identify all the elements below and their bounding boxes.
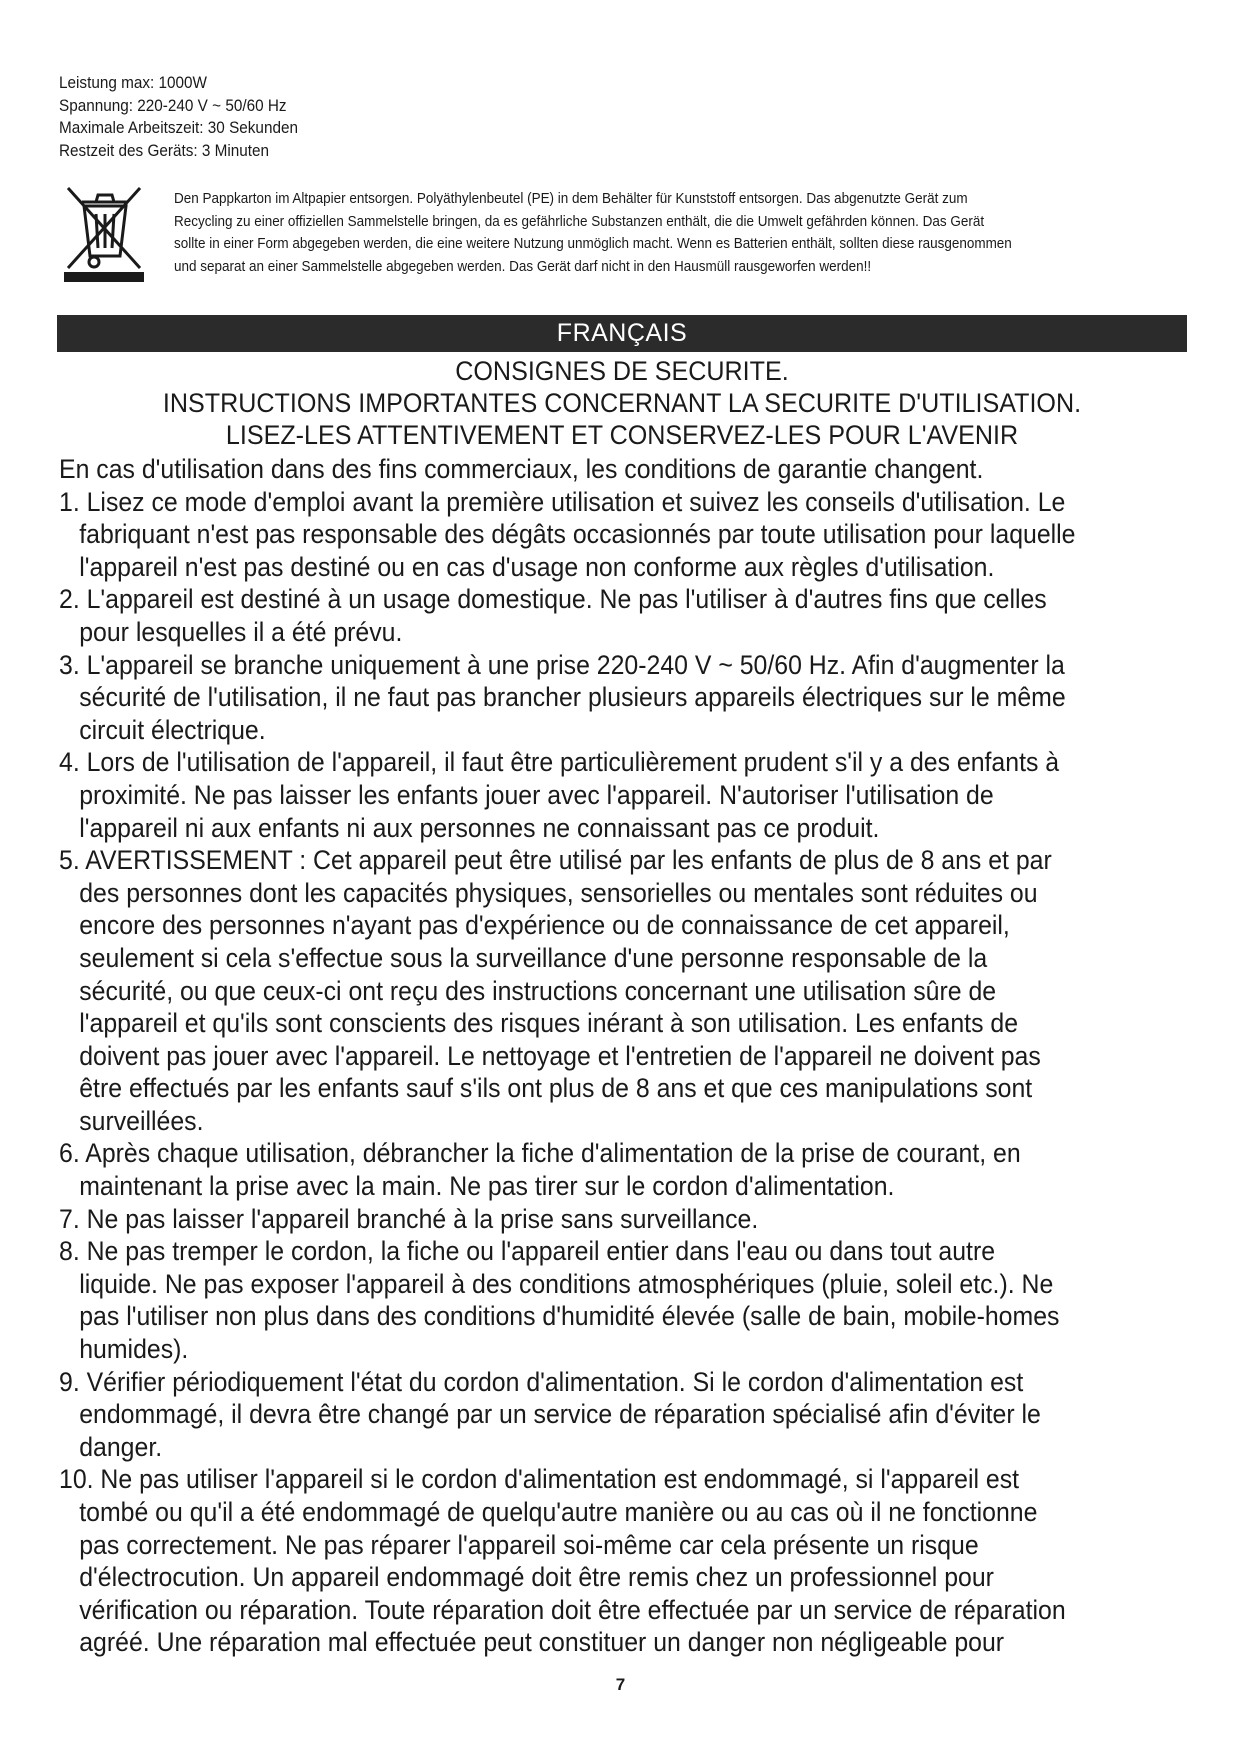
safety-instructions [59, 453, 1199, 1659]
safety-subtitle: INSTRUCTIONS IMPORTANTES CONCERNANT LA SECURITE D'UTILISATION. [162, 388, 1082, 418]
instruction-line: vérification ou réparation. Toute réparation doit être effectuée par un service de réparation [79, 1594, 1066, 1625]
instruction-line: l'appareil et qu'ils sont conscients des risques inérant à son utilisation. Les enfants de [79, 1008, 1019, 1039]
instruction-line: seulement si cela s'effectue sous la surveillance d'une personne responsable de la [79, 942, 988, 973]
disposal-line: Den Pappkarton im Altpapier entsorgen. Polyäthylenbeutel (PE) in dem Behälter für Kunststoff entsorgen. Das abgenutzte Gerät zum [174, 191, 968, 207]
instruction-line: sécurité de l'utilisation, il ne faut pas brancher plusieurs appareils électriques sur le même [79, 682, 1066, 713]
disposal-line: und separat an einer Sammelstelle abgegeben werden. Das Gerät darf nicht in den Hausmüll rausgeworfen werden!! [174, 258, 872, 275]
instruction-line: humides). [79, 1334, 189, 1365]
instruction-line: agréé. Une réparation mal effectuée peut constituer un danger non négligeable pour [79, 1627, 1005, 1658]
instruction-line: 9. Vérifier périodiquement l'état du cordon d'alimentation. Si le cordon d'alimentation est [59, 1366, 1024, 1397]
safety-subtitle-2: LISEZ-LES ATTENTIVEMENT ET CONSERVEZ-LES POUR L'AVENIR [225, 420, 1019, 450]
instruction-line: 7. Ne pas laisser l'appareil branché à la prise sans surveillance. [59, 1203, 759, 1234]
technical-specs [59, 72, 325, 162]
disposal-line: sollte in einer Form abgegeben werden, die eine weitere Nutzung unmöglich macht. Wenn es Batterien enthält, sollten diese rausgenommen [174, 236, 1012, 252]
spec-rest-time: Restzeit des Geräts: 3 Minuten [59, 140, 270, 160]
instruction-line: sécurité, ou que ceux-ci ont reçu des instructions concernant une utilisation sûre de [79, 975, 997, 1006]
instruction-line: danger. [79, 1431, 163, 1462]
instruction-line: maintenant la prise avec la main. Ne pas tirer sur le cordon d'alimentation. [79, 1171, 895, 1202]
instruction-line: doivent pas jouer avec l'appareil. Le nettoyage et l'entretien de l'appareil ne doivent pas [79, 1040, 1041, 1071]
safety-headings [57, 355, 1187, 451]
instruction-item [59, 1235, 1199, 1365]
intro-text: En cas d'utilisation dans des fins commerciaux, les conditions de garantie changent. [59, 454, 984, 484]
instruction-line: l'appareil ni aux enfants ni aux personnes ne connaissant pas ce produit. [79, 812, 880, 843]
instruction-item [59, 746, 1199, 844]
instruction-line: 4. Lors de l'utilisation de l'appareil, il faut être particulièrement prudent s'il y a des enfants à [59, 747, 1060, 778]
spec-power: Leistung max: 1000W [59, 73, 207, 92]
instruction-line: être effectués par les enfants sauf s'ils ont plus de 8 ans et que ces manipulations sont [79, 1073, 1033, 1104]
instruction-item [59, 486, 1199, 584]
safety-title: CONSIGNES DE SECURITE. [455, 356, 789, 386]
disposal-text [174, 188, 1234, 278]
instruction-item [59, 1203, 1199, 1236]
instruction-line: 3. L'appareil se branche uniquement à une prise 220-240 V ~ 50/60 Hz. Afin d'augmenter la [59, 649, 1065, 680]
spec-voltage: Spannung: 220-240 V ~ 50/60 Hz [59, 95, 287, 115]
instruction-line: encore des personnes n'ayant pas d'expérience ou de connaissance de cet appareil, [79, 910, 1010, 941]
disposal-notice [62, 180, 1192, 282]
instruction-item [59, 1463, 1199, 1659]
instruction-line: 5. AVERTISSEMENT : Cet appareil peut être utilisé par les enfants de plus de 8 ans et par [59, 845, 1052, 876]
instruction-item [59, 583, 1199, 648]
disposal-line: Recycling zu einer offiziellen Sammelstelle bringen, da es gefährliche Substanzen enthält, die die Umwelt gefährden können. Das Gerät [174, 213, 985, 230]
instruction-line: pas l'utiliser non plus dans des conditions d'humidité élevée (salle de bain, mobile-homes [79, 1301, 1060, 1332]
instruction-line: surveillées. [79, 1105, 204, 1136]
spec-max-work-time: Maximale Arbeitszeit: 30 Sekunden [59, 118, 298, 137]
instruction-line: circuit électrique. [79, 714, 266, 745]
instruction-line: 8. Ne pas tremper le cordon, la fiche ou l'appareil entier dans l'eau ou dans tout autre [59, 1236, 996, 1267]
page-number: 7 [615, 1675, 626, 1694]
instruction-line: pour lesquelles il a été prévu. [79, 616, 403, 647]
instruction-line: des personnes dont les capacités physiques, sensorielles ou mentales sont réduites ou [79, 877, 1038, 908]
instruction-line: proximité. Ne pas laisser les enfants jouer avec l'appareil. N'autoriser l'utilisation de [79, 779, 994, 810]
instruction-line: pas correctement. Ne pas réparer l'appareil soi-même car cela présente un risque [79, 1529, 979, 1560]
instruction-item [59, 844, 1199, 1137]
instruction-line: tombé ou qu'il a été endommagé de quelqu'autre manière ou au cas où il ne fonctionne [79, 1497, 1038, 1527]
crossed-out-wheelie-bin-icon [62, 180, 146, 284]
instruction-line: 10. Ne pas utiliser l'appareil si le cordon d'alimentation est endommagé, si l'appareil est [59, 1464, 1020, 1495]
instruction-item [59, 1137, 1199, 1202]
instruction-line: 1. Lisez ce mode d'emploi avant la première utilisation et suivez les conseils d'utilisation. Le [59, 486, 1066, 517]
instruction-line: 6. Après chaque utilisation, débrancher la fiche d'alimentation de la prise de courant, en [59, 1138, 1021, 1169]
instruction-item [59, 1366, 1199, 1464]
instruction-line: fabriquant n'est pas responsable des dégâts occasionnés par toute utilisation pour laquelle [79, 519, 1076, 550]
instruction-line: d'électrocution. Un appareil endommagé doit être remis chez un professionnel pour [79, 1562, 994, 1593]
instruction-item [59, 649, 1199, 747]
language-section-bar: FRANÇAIS [57, 315, 1187, 352]
instruction-line: liquide. Ne pas exposer l'appareil à des conditions atmosphériques (pluie, soleil etc.). Ne [79, 1268, 1054, 1299]
instruction-line: l'appareil n'est pas destiné ou en cas d'usage non conforme aux règles d'utilisation. [79, 551, 995, 582]
instruction-line: 2. L'appareil est destiné à un usage domestique. Ne pas l'utiliser à d'autres fins que celles [59, 584, 1047, 615]
instruction-line: endommagé, il devra être changé par un service de réparation spécialisé afin d'éviter le [79, 1399, 1041, 1430]
